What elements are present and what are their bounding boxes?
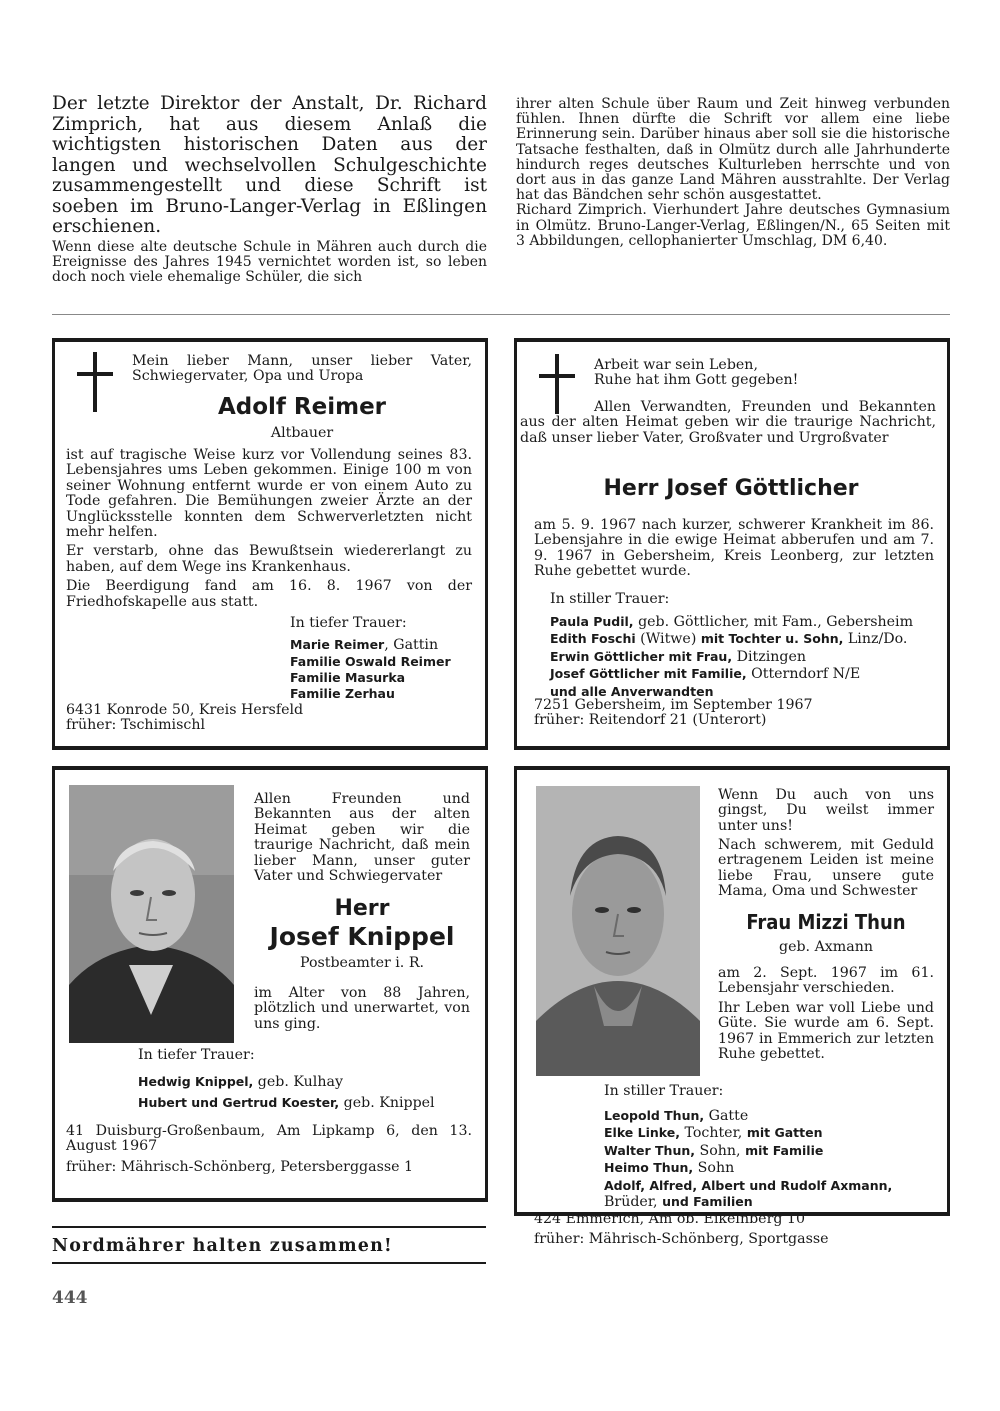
- address: [66, 1124, 472, 1175]
- address: [534, 698, 813, 729]
- slogan-rule-bottom: [52, 1262, 486, 1264]
- cross-icon: [77, 352, 113, 412]
- thun-address: [534, 1212, 954, 1248]
- mourner-name: Erwin Göttlicher mit Frau,: [550, 648, 733, 664]
- mourner-line: [604, 1107, 944, 1124]
- mourner-relation: Sohn,: [695, 1142, 746, 1159]
- border-left: [514, 766, 517, 1216]
- mourning-label: In tiefer Trauer:: [290, 615, 407, 631]
- mourner-family: mit Familie: [745, 1142, 824, 1158]
- mourner-name: und alle Anverwandten: [550, 683, 714, 699]
- border-bottom: [52, 1198, 488, 1202]
- mourner-relation: Brüder,: [604, 1193, 663, 1210]
- address: [66, 703, 303, 734]
- border-left: [52, 766, 55, 1202]
- mourner-line: [290, 669, 480, 685]
- border-right: [947, 766, 950, 1216]
- mourner-name: Heimo Thun,: [604, 1160, 694, 1176]
- mourner-line: [290, 653, 480, 669]
- mourner-line: [138, 1093, 478, 1111]
- mourner-relation: Tochter,: [679, 1125, 747, 1142]
- mourner-name: Familie Oswald Reimer: [290, 654, 451, 670]
- mourners-list: [550, 613, 940, 699]
- mourner-family: mit Tochter u. Sohn,: [700, 631, 844, 647]
- obituary-knippel: [52, 766, 488, 1202]
- obituary-goettlicher: [514, 338, 950, 750]
- mourner-relation: Otterndorf N/E: [746, 666, 861, 683]
- address-former: früher: Tschimischl: [66, 717, 205, 734]
- deceased-name: Josef Knippel: [269, 922, 455, 951]
- deceased-name: Frau Mizzi Thun: [746, 910, 906, 934]
- mourners-list: [138, 1072, 478, 1112]
- body-paragraph: Die Beerdigung fand am 16. 8. 1967 von der Friedhofskapelle aus statt.: [66, 578, 472, 610]
- deceased-title: Postbeamter i. R.: [299, 955, 425, 971]
- mourner-name: Hedwig Knippel,: [138, 1074, 254, 1089]
- opening-text: Allen Freunden und Bekannten aus der alten Heimat geben wir die traurige Nachricht, daß mein lieber Mann, unser guter Vater und Schwiegervater: [254, 791, 470, 885]
- deceased-name-prefix: Herr: [334, 896, 390, 921]
- mourner-name: Hubert und Gertrud Koester,: [138, 1095, 340, 1111]
- border-top: [52, 338, 488, 342]
- notice-body: [66, 448, 472, 610]
- body-paragraph: am 2. Sept. 1967 im 61. Lebensjahr verschieden.: [718, 965, 934, 997]
- deceased-name: Herr Josef Göttlicher: [603, 476, 859, 501]
- border-right: [485, 338, 488, 750]
- obituary-thun: [514, 766, 950, 1216]
- mourner-name: Familie Zerhau: [290, 686, 395, 702]
- mourner-name: Adolf, Alfred, Albert und Rudolf Axmann,: [604, 1177, 893, 1193]
- slogan-rule-top: [52, 1226, 486, 1228]
- border-bottom: [514, 746, 950, 750]
- verse-line: Arbeit war sein Leben,: [594, 357, 758, 373]
- deceased-title: Altbauer: [270, 425, 334, 441]
- mourner-line: [550, 665, 940, 682]
- address-former: früher: Mährisch-Schönberg, Petersberggasse 1: [66, 1158, 414, 1175]
- notice-body: am 5. 9. 1967 nach kurzer, schwerer Krankheit im 86. Lebensjahre in die ewige Heimat abberufen und am 7. 9. 1967 in Gebersheim, Kreis Leonberg, zur letzten Ruhe gebettet wurde.: [534, 517, 934, 580]
- mourner-family: und Familien: [662, 1193, 753, 1209]
- border-left: [514, 338, 517, 750]
- mourner-name: Paula Pudil,: [550, 614, 634, 629]
- intro-right-column: [516, 97, 950, 249]
- mourner-line: [604, 1159, 944, 1176]
- body-paragraph: ist auf tragische Weise kurz vor Vollendung seines 83. Lebensjahres ums Leben gekommen. Einige 100 m von seiner Wohnung entfernt wurde er von einem Auto zu Tode gefahren. Die Bemühungen zweier Ärzte an der Unglücksstelle konnten dem Schwerverletzten nicht mehr helfen.: [66, 447, 472, 541]
- opening-text: Mein lieber Mann, unser lieber Vater, Schwiegervater, Opa und Uropa: [132, 353, 472, 385]
- mourner-name: Elke Linke,: [604, 1125, 680, 1141]
- mourning-label: In stiller Trauer:: [604, 1083, 724, 1099]
- mourner-line: [550, 613, 940, 630]
- mourner-relation: Gatte: [704, 1108, 749, 1124]
- mourners-list: [290, 636, 480, 701]
- mourner-line: [290, 636, 480, 653]
- page-number: 444: [52, 1288, 88, 1308]
- mourner-line: [604, 1142, 944, 1159]
- address-current: 424 Emmerich, Am ob. Eikelnberg 10: [534, 1211, 805, 1227]
- mourner-name: Leopold Thun,: [604, 1108, 705, 1123]
- address-former: früher: Mährisch-Schönberg, Sportgasse: [534, 1231, 829, 1248]
- intro-paragraph-small: Wenn diese alte deutsche Schule in Mähren auch durch die Ereignisse des Jahres 1945 vernichtet worden ist, so leben doch noch viele ehemalige Schüler, die sich: [52, 238, 487, 285]
- mourner-relation: geb. Kulhay: [253, 1074, 343, 1090]
- mourner-line: [604, 1124, 944, 1141]
- obituary-reimer: [52, 338, 488, 750]
- mourner-relation: Sohn: [693, 1160, 735, 1177]
- slogan: Nordmährer halten zusammen!: [52, 1236, 393, 1256]
- mourning-label: In stiller Trauer:: [550, 591, 670, 607]
- mourner-line: [550, 648, 940, 665]
- border-top: [52, 766, 488, 770]
- section-divider: [52, 314, 950, 315]
- border-bottom: [52, 746, 488, 750]
- mourner-line: [550, 630, 940, 647]
- mourner-family: mit Gatten: [746, 1125, 823, 1141]
- verse: [594, 358, 934, 389]
- border-right: [485, 766, 488, 1202]
- notice-body: [718, 966, 934, 1062]
- deceased-birth-name: geb. Axmann: [778, 939, 873, 955]
- book-reference: Richard Zimprich. Vierhundert Jahre deutsches Gymnasium in Olmütz. Bruno-Langer-Verlag, Eßlingen/N., 65 Seiten mit 3 Abbildungen, cellophanierter Umschlag, DM 6,40.: [516, 202, 950, 249]
- address-current: 7251 Gebersheim, im September 1967: [534, 697, 813, 713]
- mourner-relation: , Gattin: [384, 637, 439, 653]
- verse-line: Ruhe hat ihm Gott gegeben!: [594, 372, 799, 389]
- border-left: [52, 338, 55, 750]
- mourner-line: [138, 1072, 478, 1090]
- address-former: früher: Reitendorf 21 (Unterort): [534, 712, 767, 729]
- mourner-relation: (Witwe): [635, 631, 701, 648]
- intro-paragraph-continued: ihrer alten Schule über Raum und Zeit hinweg verbunden fühlen. Ihnen dürfte die Schrift vor allem eine liebe Erinnerung sein. Darüber hinaus aber soll sie die historische Tatsache festhalten, daß in Olmütz durch alle Jahrhunderte hindurch reges deutsches Kulturleben herrschte und von dort aus in das ganze Land Mähren ausstrahlte. Der Verlag hat das Bändchen sehr schön ausgestattet.: [516, 96, 950, 204]
- mourner-name: Marie Reimer: [290, 637, 385, 652]
- border-top: [514, 766, 950, 770]
- border-top: [514, 338, 950, 342]
- intro-left-column: [52, 94, 487, 285]
- address-current: 6431 Konrode 50, Kreis Hersfeld: [66, 702, 304, 718]
- mourner-name: Josef Göttlicher mit Familie,: [550, 666, 747, 682]
- notice-body: im Alter von 88 Jahren, plötzlich und unerwartet, von uns ging.: [254, 985, 470, 1032]
- body-paragraph: Ihr Leben war voll Liebe und Güte. Sie wurde am 6. Sept. 1967 in Emmerich zur letzten Ruhe gebettet.: [718, 999, 934, 1063]
- mourner-line: [290, 685, 480, 701]
- address-current: 41 Duisburg-Großenbaum, Am Lipkamp 6, den 13. August 1967: [66, 1123, 472, 1155]
- mourner-place: Linz/Do.: [843, 631, 908, 648]
- portrait-photo: [536, 786, 700, 1076]
- opening-text: Nach schwerem, mit Geduld ertragenem Leiden ist meine liebe Frau, unsere gute Mama, Oma und Schwester: [718, 837, 934, 900]
- body-paragraph: Er verstarb, ohne das Bewußtsein wiedererlangt zu haben, auf dem Wege ins Krankenhaus.: [66, 543, 472, 575]
- mourners-list: [604, 1107, 944, 1210]
- mourner-relation: geb. Göttlicher, mit Fam., Gebersheim: [633, 614, 914, 630]
- mourner-name: Familie Masurka: [290, 670, 406, 686]
- mourner-line: [604, 1177, 944, 1193]
- intro-paragraph-large: Der letzte Direktor der Anstalt, Dr. Richard Zimprich, hat aus diesem Anlaß die wichtigsten historischen Daten aus der langen und wechselvollen Schulgeschichte zusammengestellt und diese Schrift ist soeben im Bruno-Langer-Verlag in Eßlingen erschienen.: [52, 93, 487, 237]
- opening-text: Allen Verwandten, Freunden und Bekannten aus der alten Heimat geben wir die traurige Nachricht, daß unser lieber Vater, Großvater und Urgroßvater: [520, 399, 936, 446]
- mourner-line: [604, 1193, 944, 1210]
- verse: Wenn Du auch von uns gingst, Du weilst immer unter uns!: [718, 787, 934, 834]
- border-right: [947, 338, 950, 750]
- mourning-label: In tiefer Trauer:: [138, 1047, 255, 1063]
- mourner-name: Walter Thun,: [604, 1142, 696, 1158]
- portrait-photo: [69, 785, 234, 1043]
- deceased-name: Adolf Reimer: [217, 394, 387, 420]
- mourner-relation: geb. Knippel: [339, 1095, 435, 1112]
- mourner-name: Edith Foschi: [550, 631, 636, 647]
- mourner-relation: Ditzingen: [732, 648, 806, 665]
